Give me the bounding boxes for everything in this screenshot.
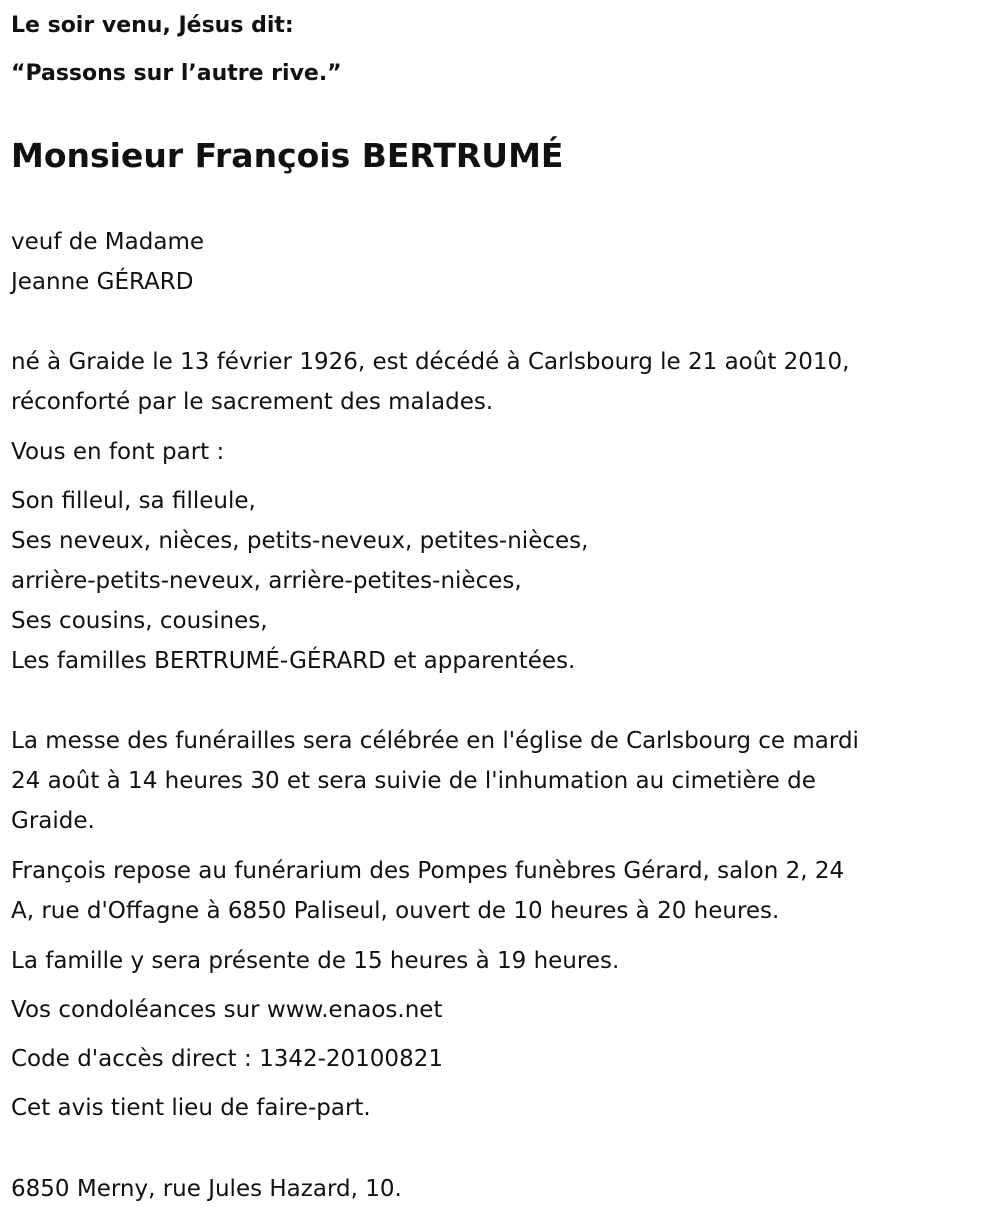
spouse-line-2: Jeanne GÉRARD	[11, 269, 194, 295]
family-line: Les familles BERTRUMÉ-GÉRARD et apparentées.	[11, 648, 576, 674]
family-present: La famille y sera présente de 15 heures à 19 heures.	[11, 948, 620, 974]
family-line: Son filleul, sa filleule,	[11, 488, 256, 514]
deceased-name: Monsieur François BERTRUMÉ	[11, 136, 564, 175]
family-line: arrière-petits-neveux, arrière-petites-nièces,	[11, 568, 522, 594]
notice-statement: Cet avis tient lieu de faire-part.	[11, 1095, 371, 1121]
repose-line-2: A, rue d'Offagne à 6850 Paliseul, ouvert de 10 heures à 20 heures.	[11, 898, 780, 924]
address: 6850 Merny, rue Jules Hazard, 10.	[11, 1176, 402, 1202]
epigraph-line-1: Le soir venu, Jésus dit:	[11, 13, 294, 38]
family-line: Ses neveux, nièces, petits-neveux, petites-nièces,	[11, 528, 589, 554]
spouse-line-1: veuf de Madame	[11, 229, 204, 255]
access-code: Code d'accès direct : 1342-20100821	[11, 1046, 443, 1072]
epigraph-line-2: “Passons sur l’autre rive.”	[11, 61, 342, 86]
birth-death-line-2: réconforté par le sacrement des malades.	[11, 389, 494, 415]
birth-death-line-1: né à Graide le 13 février 1926, est décédé à Carlsbourg le 21 août 2010,	[11, 349, 850, 375]
funeral-mass-line-1: La messe des funérailles sera célébrée en l'église de Carlsbourg ce mardi	[11, 728, 859, 754]
family-line: Ses cousins, cousines,	[11, 608, 268, 634]
funeral-mass-line-3: Graide.	[11, 808, 95, 834]
repose-line-1: François repose au funérarium des Pompes funèbres Gérard, salon 2, 24	[11, 858, 845, 884]
funeral-mass-line-2: 24 août à 14 heures 30 et sera suivie de l'inhumation au cimetière de	[11, 768, 816, 794]
announce-intro: Vous en font part :	[11, 439, 225, 465]
condolences: Vos condoléances sur www.enaos.net	[11, 997, 443, 1023]
